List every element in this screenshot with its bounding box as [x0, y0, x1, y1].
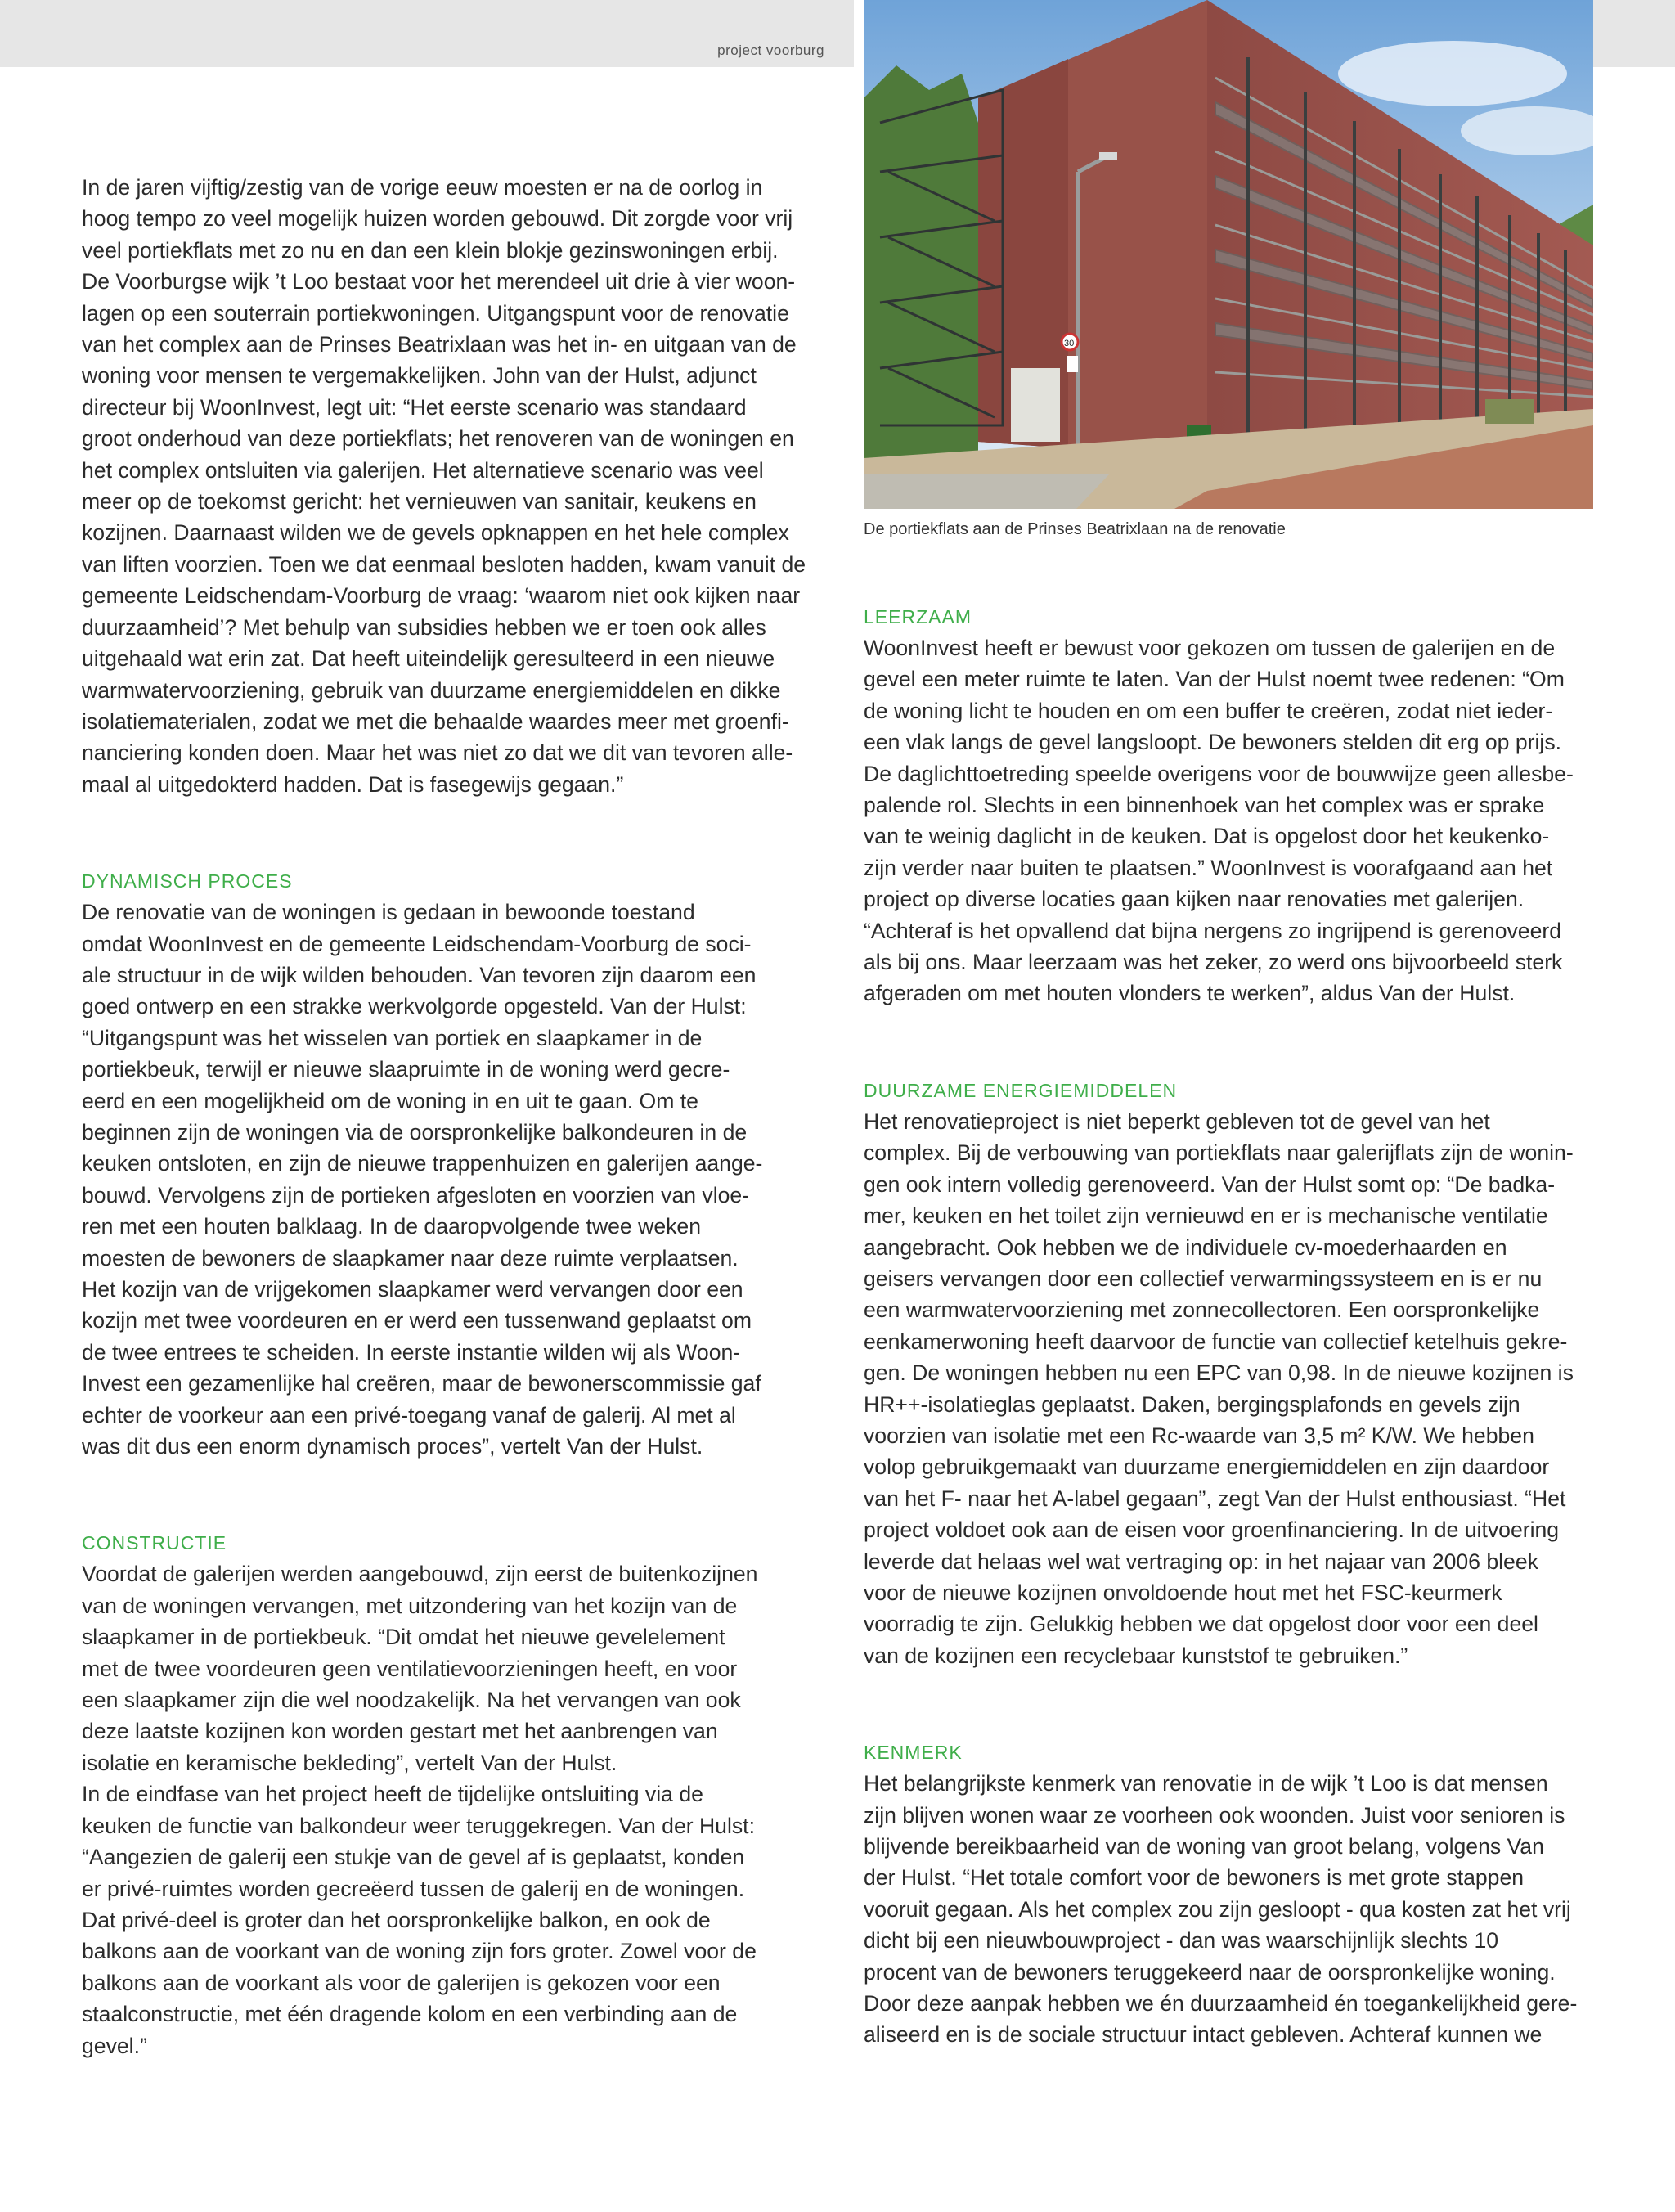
- intro-paragraph: In de jaren vijftig/zestig van de vorige eeuw moesten er na de oorlog in hoog tempo zo veel mogelijk huizen worden gebouwd. Dit zorgde voor vrij veel portiekflats met zo nu en dan een klein blokje gezinswoningen erbij. De Voorburgse wijk ’t Loo bestaat voor het merendeel uit drie à vier woon- lagen op een souterrain portiekwoningen. Uitgangspunt voor de renovatie van het complex aan de Prinses Beatrixlaan was het in- en uitgaan van de woning voor mensen te vergemakkelijken. John van der Hulst, adjunct directeur bij WoonInvest, legt uit: “Het eerste scenario was standaard groot onderhoud van deze portiekflats; het renoveren van de woningen en het complex ontsluiten via galerijen. Het alternatieve scenario was veel meer op de toekomst gericht: het vernieuwen van sanitair, keukens en kozijnen. Daarnaast wilden we de gevels opknappen en het hele complex van liften voorzien. Toen we dat eenmaal besloten hadden, kwam vanuit de gemeente Leidschendam-Voorburg de vraag: ‘waarom niet ook kijken naar duurzaamheid’? Met behulp van subsidies hebben we er toen ook alles uitgehaald wat erin zat. Dat heeft uiteindelijk geresulteerd in een nieuwe warmwatervoorziening, gebruik van duurzame energiemiddelen en dikke isolatiematerialen, zodat we met die behaalde waardes meer met groenfi- nanciering konden doen. Maar het was niet zo dat we dit van tevoren alle- maal al uitgedokterd hadden. Dat is fasegewijs gegaan.”: [82, 175, 806, 797]
- left-column: [82, 172, 818, 2061]
- right-column: [864, 601, 1600, 2051]
- section-body-leerzaam: WoonInvest heeft er bewust voor gekozen om tussen de galerijen en de gevel een meter ruimte te laten. Van der Hulst noemt twee redenen: “Om de woning licht te houden en om een buffer te creëren, zodat niet ieder- een vlak langs de gevel langsloopt. De bewoners stelden dit erg op prijs. De daglichttoetreding speelde overigens voor de bouwwijze geen allesbe- palende rol. Slechts in een binnenhoek van het complex was er sprake van te weinig daglicht in de keuken. Dat is opgelost door het keukenko- zijn verder naar buiten te plaatsen.” WoonInvest is voorafgaand aan het project op diverse locaties gaan kijken naar renovaties met galerijen. “Achteraf is het opvallend dat bijna nergens zo ingrijpend is gerenoveerd als bij ons. Maar leerzaam was het zeker, zo werd ons bijvoorbeeld sterk afgeraden om met houten vlonders te werken”, aldus Van der Hulst.: [864, 636, 1574, 1006]
- building-photo: [864, 0, 1593, 509]
- section-body-dynamisch-proces: De renovatie van de woningen is gedaan in bewoonde toestand omdat WoonInvest en de gemeente Leidschendam-Voorburg de soci- ale structuur in de wijk wilden behouden. Van tevoren zijn daarom een goed ontwerp en een strakke werkvolgorde opgesteld. Van der Hulst: “Uitgangspunt was het wisselen van portiek en slaapkamer in de portiekbeuk, terwijl er nieuwe slaapruimte in de woning werd gecre- eerd en een mogelijkheid om de woning in en uit te gaan. Om te beginnen zijn de woningen via de oorspronkelijke balkondeuren in de keuken ontsloten, en zijn de nieuwe trappenhuizen en galerijen aange- bouwd. Vervolgens zijn de portieken afgesloten en voorzien van vloe- ren met een houten balklaag. In de daaropvolgende twee weken moesten de bewoners de slaapkamer naar deze ruimte verplaatsen. Het kozijn van de vrijgekomen slaapkamer werd vervangen door een kozijn met twee voordeuren en er werd een tussenwand geplaatst om de twee entrees te scheiden. In eerste instantie wilden wij als Woon- Invest een gezamenlijke hal creëren, maar de bewonerscommissie gaf echter de voorkeur aan een privé-toegang vanaf de galerij. Al met al was dit dus een enorm dynamisch proces”, vertelt Van der Hulst.: [82, 900, 763, 1459]
- section-body-constructie: Voordat de galerijen werden aangebouwd, zijn eerst de buitenkozijnen van de woningen vervangen, met uitzondering van het kozijn van de slaapkamer in de portiekbeuk. “Dit omdat het nieuwe gevelelement met de twee voordeuren geen ventilatievoorzieningen heeft, en voor een slaapkamer zijn die wel noodzakelijk. Na het vervangen van ook deze laatste kozijnen kon worden gestart met het aanbrengen van isolatie en keramische bekleding”, vertelt Van der Hulst. In de eindfase van het project heeft de tijdelijke ontsluiting via de keuken de functie van balkondeur weer teruggekregen. Van der Hulst: “Aangezien de galerij een stukje van de gevel af is geplaatst, konden er privé-ruimtes worden gecreëerd tussen de galerij en de woningen. Dat privé-deel is groter dan het oorspronkelijke balkon, en ook de balkons aan de voorkant van de woning zijn fors groter. Zowel voor de balkons aan de voorkant als voor de galerijen is gekozen voor een staalconstructie, met één dragende kolom en een verbinding aan de gevel.”: [82, 1562, 758, 2058]
- photo-caption: De portiekflats aan de Prinses Beatrixlaan na de renovatie: [864, 520, 1286, 538]
- running-header: project voorburg: [717, 43, 824, 58]
- section-heading-leerzaam: LEERZAAM: [864, 606, 972, 627]
- section-heading-constructie: CONSTRUCTIE: [82, 1532, 227, 1554]
- header-bar: [0, 0, 854, 67]
- section-heading-duurzame-energiemiddelen: DUURZAME ENERGIEMIDDELEN: [864, 1079, 1178, 1101]
- section-heading-dynamisch-proces: DYNAMISCH PROCES: [82, 870, 293, 892]
- section-heading-kenmerk: KENMERK: [864, 1742, 963, 1764]
- speed-sign-value: 30: [1064, 339, 1075, 348]
- section-body-duurzame-energiemiddelen: Het renovatieproject is niet beperkt gebleven tot de gevel van het complex. Bij de verbouwing van portiekflats naar galerijflats zijn de wonin- gen ook intern volledig gerenoveerd. Van der Hulst somt op: “De badka- mer, keuken en het toilet zijn vernieuwd en er is mechanische ventilatie aangebracht. Ook hebben we de individuele cv-moederhaarden en geisers vervangen door een collectief verwarmingssysteem en is er nu een warmwatervoorziening met zonnecollectoren. Een oorspronkelijke eenkamerwoning heeft daarvoor de functie van collectief ketelhuis gekre- gen. De woningen hebben nu een EPC van 0,98. In de nieuwe kozijnen is HR++-isolatieglas geplaatst. Daken, bergingsplafonds en gevels zijn voorzien van isolatie met een Rc-waarde van 3,5 m² K/W. We hebben volop gebruikgemaakt van duurzame energiemiddelen en zijn daardoor van het F- naar het A-label gegaan”, zegt Van der Hulst enthousiast. “Het project voldoet ook aan de eisen voor groenfinanciering. In de uitvoering leverde dat helaas wel wat vertraging op: in het najaar van 2006 bleek voor de nieuwe kozijnen onvoldoende hout met het FSC-keurmerk voorradig te zijn. Gelukkig hebben we dat opgelost door voor een deel van de kozijnen een recyclebaar kunststof te gebruiken.”: [864, 1108, 1574, 1668]
- header-bar-right: [1593, 0, 1675, 67]
- section-body-kenmerk: Het belangrijkste kenmerk van renovatie in de wijk ’t Loo is dat mensen zijn blijven wonen waar ze voorheen ook woonden. Juist voor senioren is blijvende bereikbaarheid van de woning van groot belang, volgens Van der Hulst. “Het totale comfort voor de bewoners is met grote stappen vooruit gegaan. Als het complex zou zijn gesloopt - qua kosten zat het vrij dicht bij een nieuwbouwproject - dan was waarschijnlijk slechts 10 procent van de bewoners teruggekeerd naar de oorspronkelijke woning. Door deze aanpak hebben we én duurzaamheid én toegankelijkheid gere- aliseerd en is de sociale structuur intact gebleven. Achteraf kunnen we: [864, 1771, 1578, 2048]
